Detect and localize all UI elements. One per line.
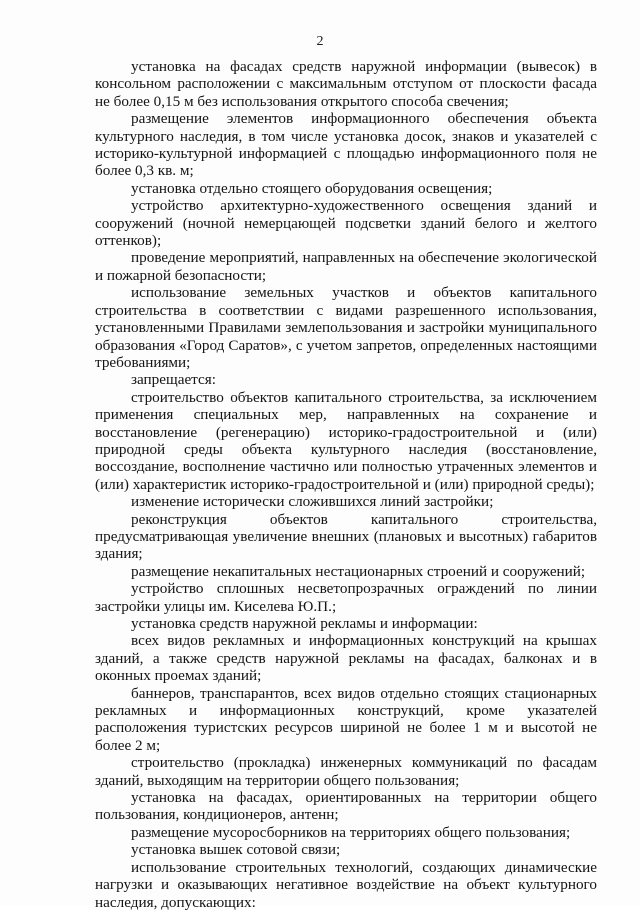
paragraph-air-conditioners: установка на фасадах, ориентированных на территории общего пользования, кондиционеров, антенн; xyxy=(95,789,597,824)
paragraph-facade-signage: установка на фасадах средств наружной информации (вывесок) в консольном расположении с максимальным отступом от плоскости фасада не более 0,15 м без использования открытого способа свечения; xyxy=(95,58,597,110)
paragraph-construction-technologies: использование строительных технологий, создающих динамические нагрузки и оказывающих негативное воздействие на объект культурного наследия, допускающих: xyxy=(95,858,597,911)
paragraph-ecological-safety: проведение мероприятий, направленных на обеспечение экологической и пожарной безопасности; xyxy=(95,249,597,284)
paragraph-solid-fences: устройство сплошных несветопрозрачных ограждений по линии застройки улицы им. Киселева Ю.П.; xyxy=(95,580,597,615)
paragraph-waste-bins: размещение мусоросборников на территориях общего пользования; xyxy=(131,823,571,841)
paragraph-advertising-heading: установка средств наружной рекламы и информации: xyxy=(131,615,478,632)
page-number: 2 xyxy=(316,34,324,49)
paragraph-land-use: использование земельных участков и объектов капитального строительства в соответствии с видами разрешенного использования, установленными Правилами землепользования и застройки муниципального образования «Город Саратов», с учетом запретов, определенных настоящими требованиями; xyxy=(95,284,597,371)
document-body xyxy=(95,58,597,911)
paragraph-building-lines: изменение исторически сложившихся линий застройки; xyxy=(131,493,494,511)
paragraph-reconstruction: реконструкция объектов капитального строительства, предусматривающая увеличение внешних (плановых и высотных) габаритов здания; xyxy=(95,510,597,563)
paragraph-temporary-structures: размещение некапитальных нестационарных строений и сооружений; xyxy=(131,562,586,580)
paragraph-rooftop-ads: всех видов рекламных и информационных конструкций на крышах зданий, а также средств наружной рекламы на фасадах, балконах и в оконных проемах зданий; xyxy=(95,632,597,685)
paragraph-banners: баннеров, транспарантов, всех видов отдельно стоящих стационарных рекламных и информационных конструкций, кроме указателей расположения туристских ресурсов шириной не более 1 м и высотой не более 2 м; xyxy=(95,684,597,754)
paragraph-heritage-info-elements: размещение элементов информационного обеспечения объекта культурного наследия, в том числе установка досок, знаков и указателей с историко-культурной информацией с площадью информационного поля не более 0,3 кв. м; xyxy=(95,110,597,180)
paragraph-capital-construction: строительство объектов капитального строительства, за исключением применения специальных мер, направленных на сохранение и восстановление (регенерацию) историко-градостроительной и (или) природной среды объекта культурного наследия (восстановление, воссоздание, восполнение частично или полностью утраченных элементов и (или) характеристик историко-градостроительной и (или) природной среды); xyxy=(95,388,597,493)
paragraph-utilities: строительство (прокладка) инженерных коммуникаций по фасадам зданий, выходящим на территории общего пользования; xyxy=(95,754,597,789)
paragraph-lighting-equipment: установка отдельно стоящего оборудования освещения; xyxy=(131,179,493,197)
paragraph-prohibited-heading: запрещается: xyxy=(131,371,216,389)
paragraph-architectural-lighting: устройство архитектурно-художественного освещения зданий и сооружений (ночной немерцающей подсветки зданий белого и желтого оттенков); xyxy=(95,197,597,250)
paragraph-cell-towers: установка вышек сотовой связи; xyxy=(131,841,341,859)
